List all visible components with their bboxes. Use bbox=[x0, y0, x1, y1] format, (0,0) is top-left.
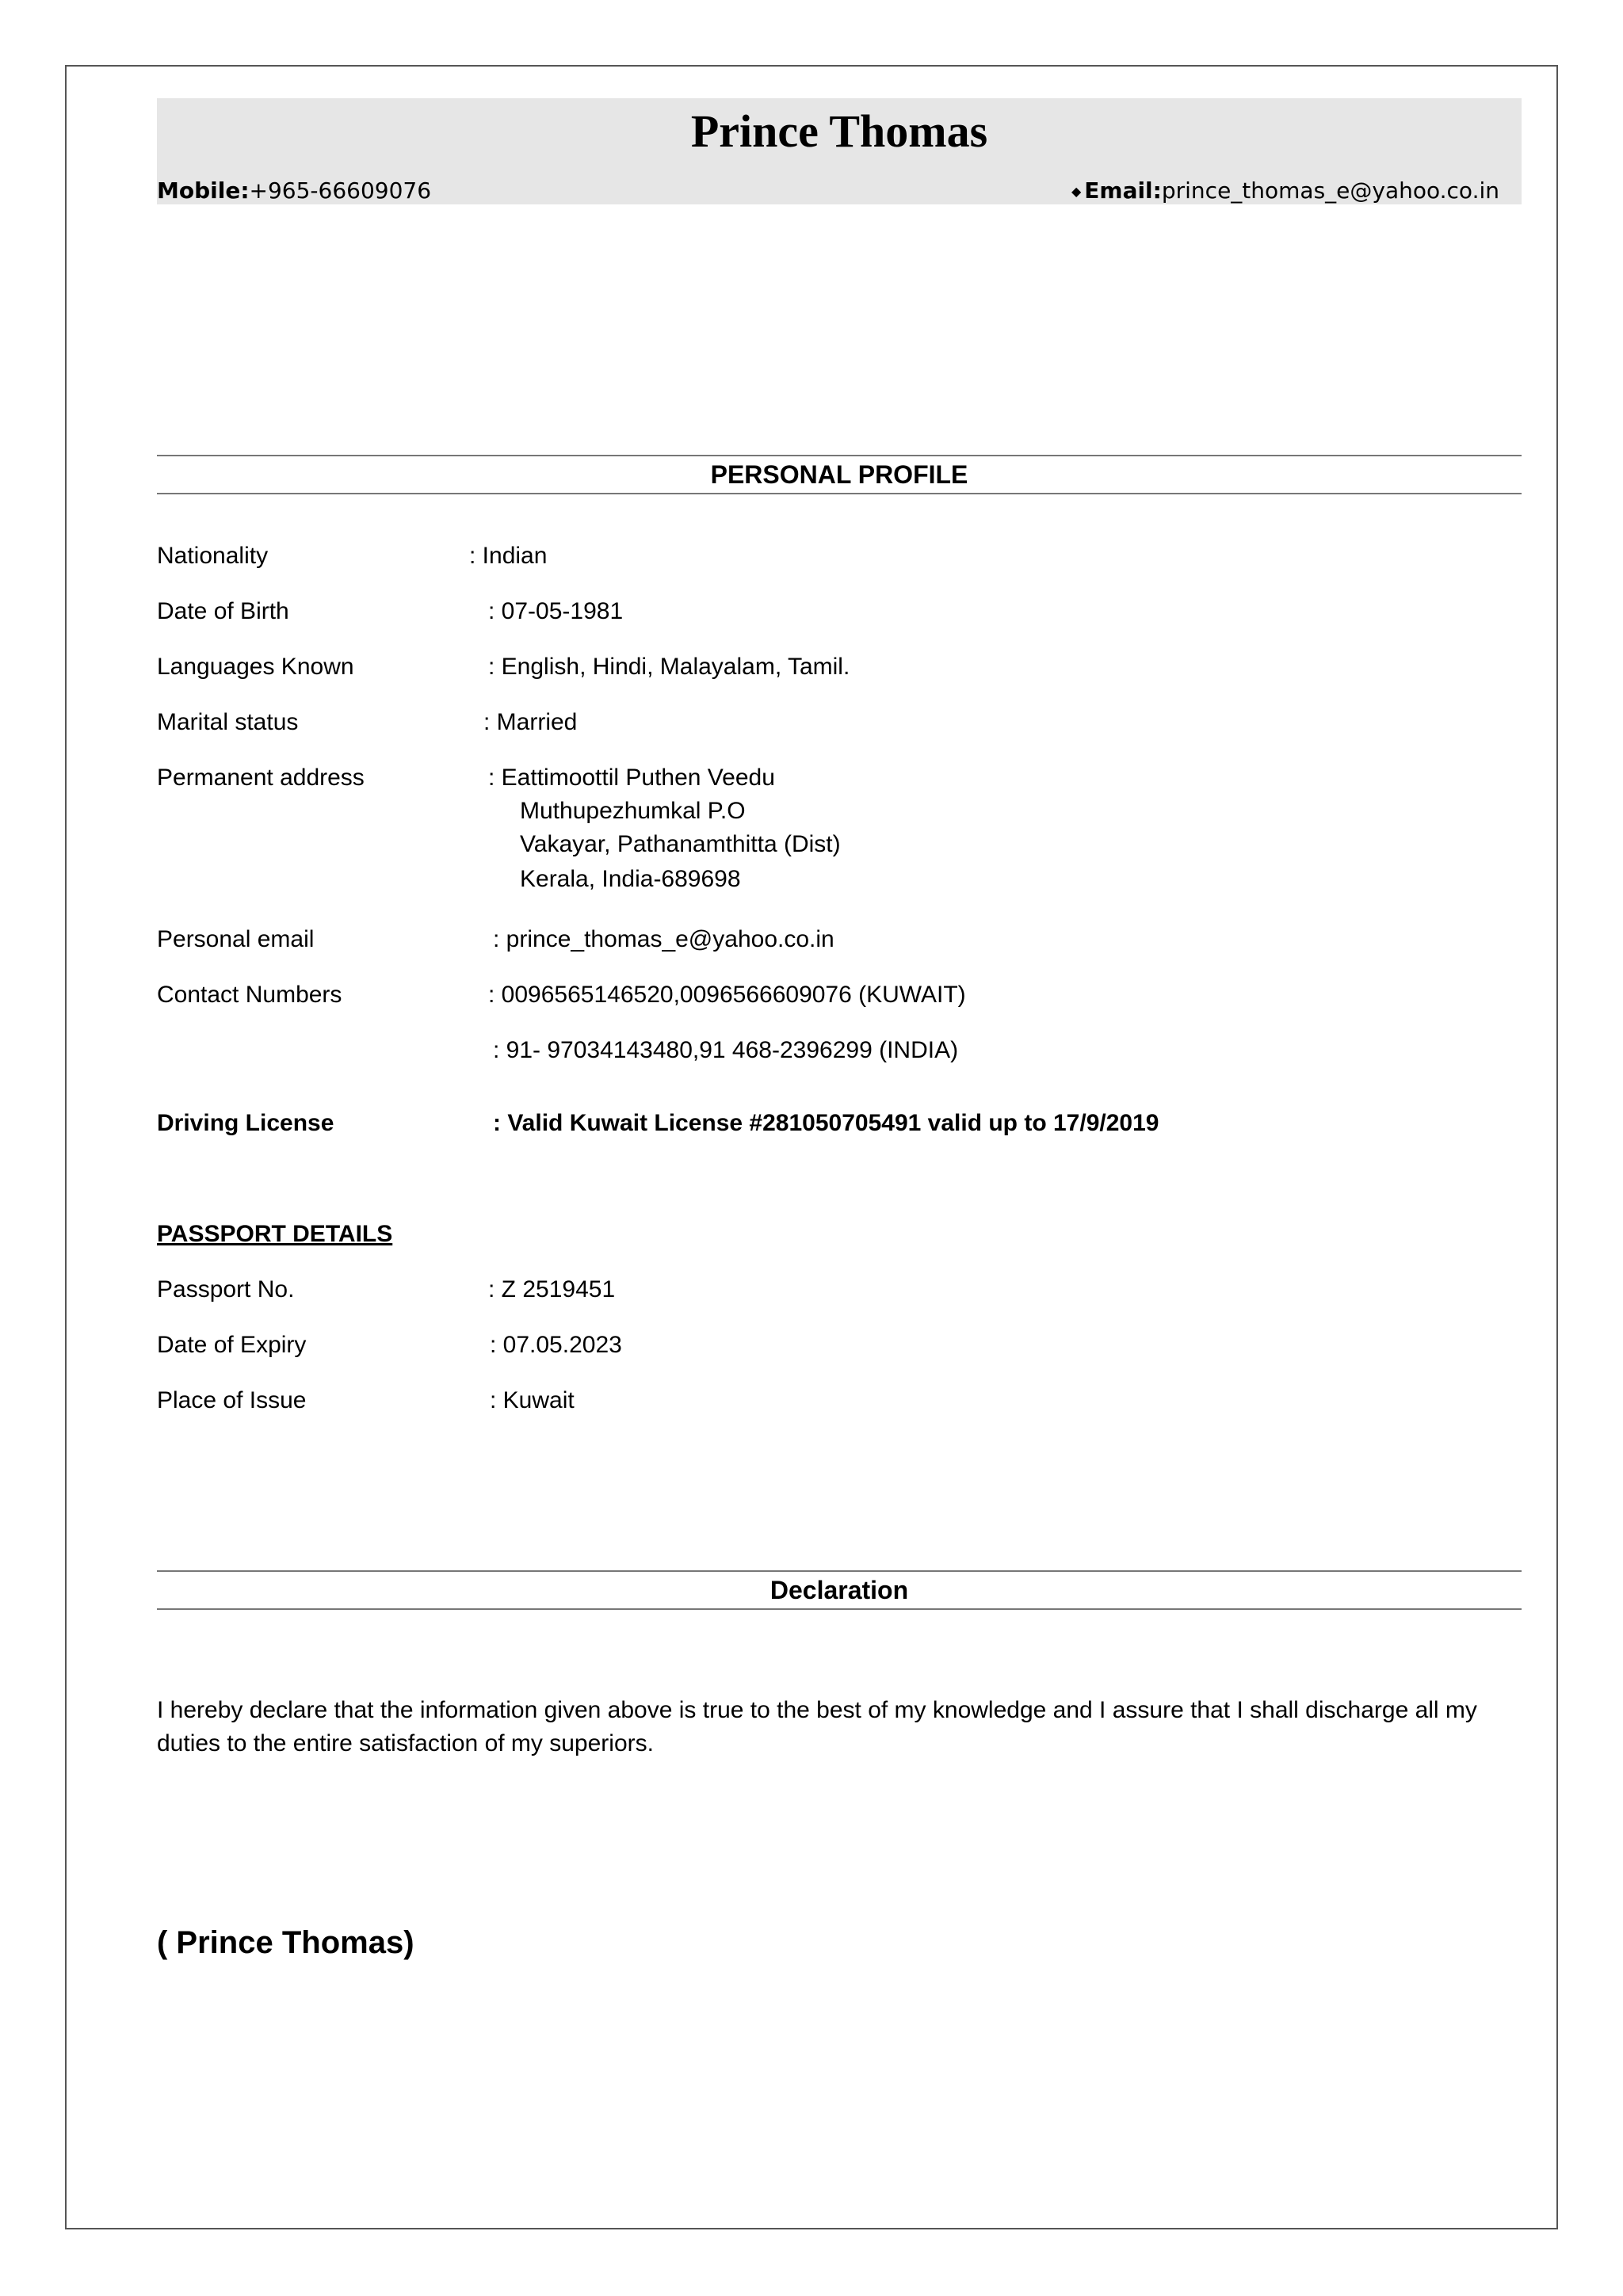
address-label: Permanent address bbox=[157, 765, 365, 791]
personal-email-label: Personal email bbox=[157, 926, 315, 952]
marital-label: Marital status bbox=[157, 709, 299, 735]
passport-place-value: : Kuwait bbox=[490, 1387, 575, 1413]
personal-profile-heading: PERSONAL PROFILE bbox=[157, 455, 1522, 494]
mobile-value: +965-66609076 bbox=[249, 177, 432, 204]
header-band bbox=[157, 98, 1522, 204]
email-label: Email: bbox=[1084, 177, 1162, 204]
dob-label: Date of Birth bbox=[157, 598, 289, 624]
languages-label: Languages Known bbox=[157, 654, 354, 680]
address-line-2: Muthupezhumkal P.O bbox=[520, 798, 746, 824]
signature-name: ( Prince Thomas) bbox=[157, 1925, 414, 1960]
dob-value: : 07-05-1981 bbox=[488, 598, 624, 624]
header-mobile bbox=[157, 177, 431, 204]
mobile-label: Mobile: bbox=[157, 177, 250, 204]
contact-value: : 0096565146520,0096566609076 (KUWAIT) bbox=[488, 982, 966, 1008]
header-email bbox=[1071, 177, 1499, 205]
diamond-bullet-icon: ◆ bbox=[1071, 184, 1082, 199]
languages-value: : English, Hindi, Malayalam, Tamil. bbox=[488, 654, 850, 680]
declaration-heading: Declaration bbox=[157, 1570, 1522, 1610]
passport-number-value: : Z 2519451 bbox=[488, 1276, 616, 1302]
page-frame bbox=[65, 65, 1558, 2229]
passport-number-label: Passport No. bbox=[157, 1276, 295, 1302]
nationality-label: Nationality bbox=[157, 543, 269, 569]
passport-expiry-label: Date of Expiry bbox=[157, 1332, 307, 1358]
license-value: : Valid Kuwait License #281050705491 valid up to 17/9/2019 bbox=[493, 1110, 1159, 1136]
contact-label: Contact Numbers bbox=[157, 982, 342, 1008]
candidate-name: Prince Thomas bbox=[690, 105, 988, 157]
personal-email-value: : prince_thomas_e@yahoo.co.in bbox=[493, 926, 834, 952]
passport-heading: PASSPORT DETAILS bbox=[157, 1221, 393, 1247]
email-value: prince_thomas_e@yahoo.co.in bbox=[1161, 177, 1499, 204]
passport-expiry-value: : 07.05.2023 bbox=[490, 1332, 622, 1358]
address-line-3: Vakayar, Pathanamthitta (Dist) bbox=[520, 831, 841, 857]
declaration-text: I hereby declare that the information given above is true to the best of my knowledge and I assure that I shall discharge all my duties to the entire satisfaction of my superiors. bbox=[157, 1697, 1477, 1756]
nationality-value: : Indian bbox=[469, 543, 548, 569]
license-label: Driving License bbox=[157, 1110, 334, 1136]
marital-value: : Married bbox=[483, 709, 578, 735]
address-value: : Eattimoottil Puthen Veedu bbox=[488, 765, 775, 791]
contact-line-2: : 91- 97034143480,91 468-2396299 (INDIA) bbox=[493, 1037, 959, 1063]
passport-place-label: Place of Issue bbox=[157, 1387, 307, 1413]
address-line-4: Kerala, India-689698 bbox=[520, 866, 741, 892]
